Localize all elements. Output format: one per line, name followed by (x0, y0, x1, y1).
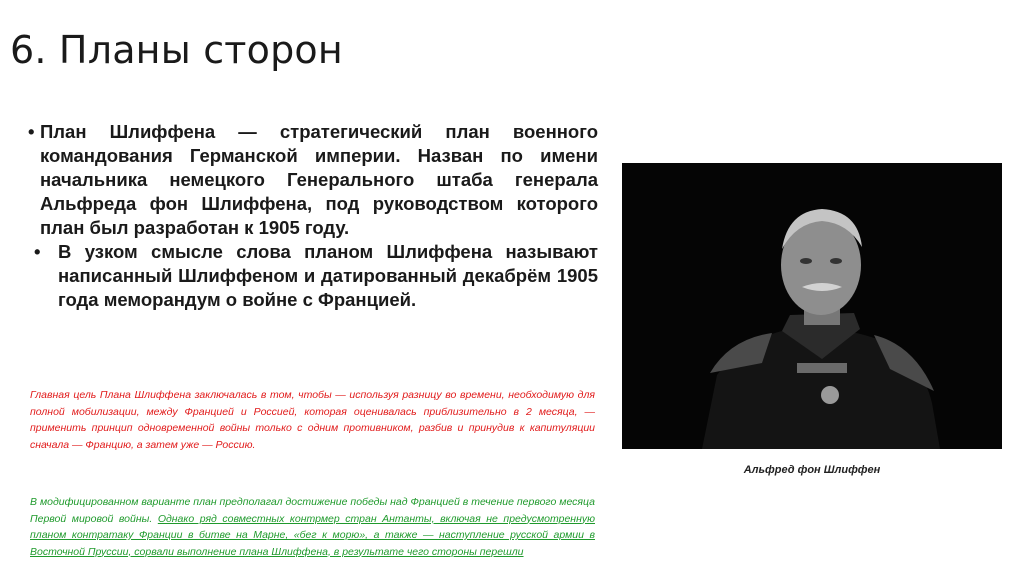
bullet-text: План Шлиффена — стратегический план военного командования Германской империи. Назван по имени начальника немецкого Генерального штаба генерала Альфреда фон Шлиффена, под руководством которого план был разработан к 1905 году. (40, 121, 598, 238)
note-main-goal: Главная цель Плана Шлиффена заключалась в том, чтобы — используя разницу во времени, необходимую для полной мобилизации, между Францией и Россией, которая оценивалась приблизительно в 2 месяца, — применить принцип одновременной войны только с одним противником, разбив и принудив к капитуляции сначала — Францию, а затем уже — Россию. (30, 389, 595, 451)
note-modified-plan-link[interactable]: Однако ряд совместных контрмер стран Антанты, включая не предусмотренную планом контратаку Франции в битве на Марне, «бег к морю», а также — наступление русской армии в Восточной Пруссии, сорвали выполнение плана Шлиффена, в результате чего стороны перешли (30, 512, 595, 558)
portrait-medals (797, 363, 847, 373)
bullet-text: В узком смысле слова планом Шлиффена называют написанный Шлиффеном и датированный декабрём 1905 года меморандум о войне с Францией. (58, 241, 598, 310)
bullet-item-schlieffen-plan (28, 120, 598, 240)
portrait-photo (622, 163, 1002, 449)
portrait-eye-right (830, 258, 842, 264)
portrait-caption: Альфред фон Шлиффен (743, 464, 881, 476)
bullet-list (28, 120, 598, 312)
note-modified-plan (30, 494, 595, 560)
portrait-star-medal (821, 386, 839, 404)
bullet-marker: • (28, 121, 35, 142)
portrait-illustration (622, 163, 1002, 449)
bullet-marker: • (34, 241, 41, 262)
slide-title: 6. Планы сторон (10, 28, 343, 72)
note-modified-plan-text: В модифицированном варианте план предполагал достижение победы над Францией в течение первого месяца Первой мировой войны. (30, 496, 595, 525)
portrait-eye-left (800, 258, 812, 264)
bullet-item-memorandum (28, 240, 598, 312)
